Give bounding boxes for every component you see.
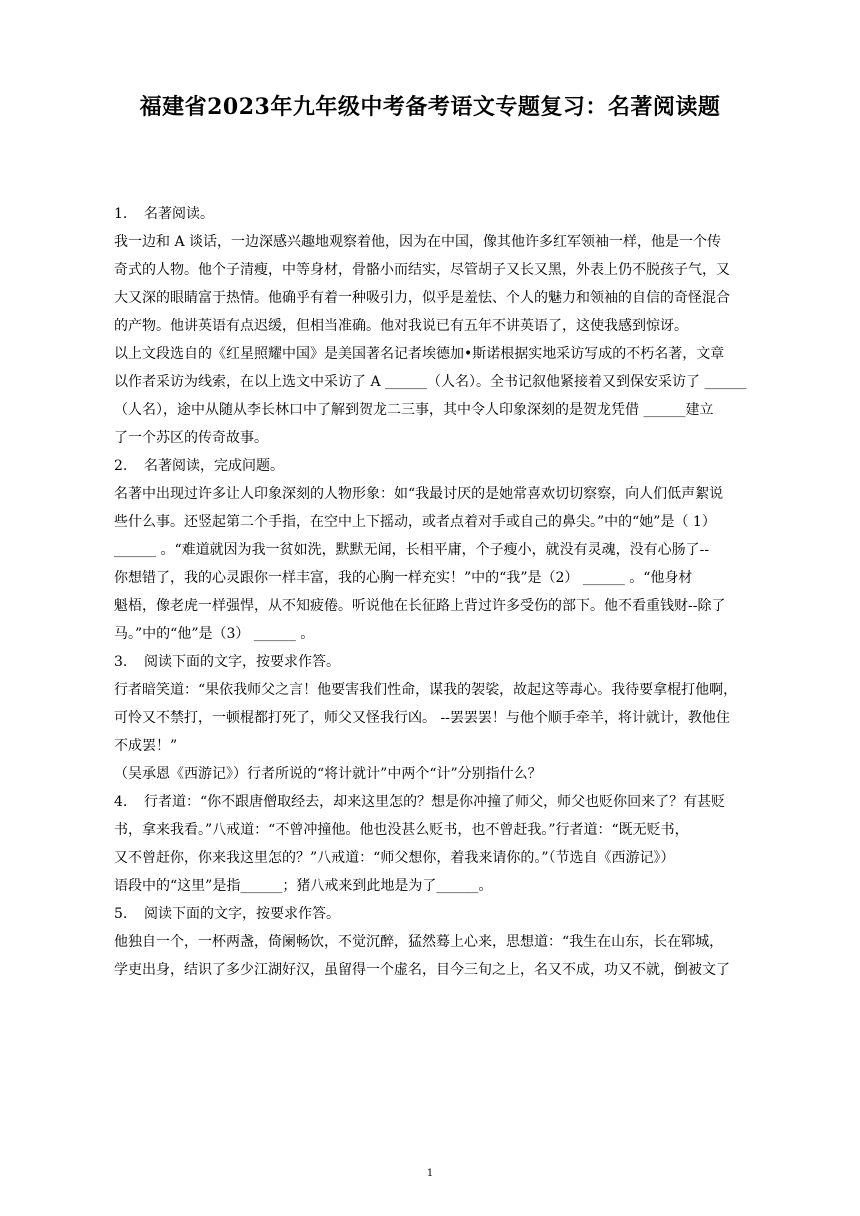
- text-line: 以作者采访为线索，在以上选文中采访了 A ______（人名）。全书记叙他紧接着又到保安采访了 ______: [114, 374, 747, 390]
- text-line: 语段中的“这里”是指______；猪八戒来到此地是为了______。: [114, 878, 493, 894]
- text-line: 以上文段选自的《红星照耀中国》是美国著名记者埃德加•斯诺根据实地采访写成的不朽名著，文章: [114, 346, 725, 362]
- text-line: 可怜又不禁打，一顿棍都打死了，师父又怪我行凶。 --罢罢罢！与他个顺手牵羊，将计就计，教他住: [114, 710, 730, 726]
- question-heading: 阅读下面的文字，按要求作答。: [144, 906, 340, 922]
- text-line: 书，拿来我看。”八戒道：“不曾冲撞他。他也没甚么贬书，也不曾赶我。”行者道：“既无贬书，: [114, 822, 689, 838]
- question-heading: 名著阅读，完成问题。: [144, 458, 284, 474]
- question-2-header: [114, 452, 780, 480]
- page-number: 1: [426, 1168, 434, 1179]
- question-5-header: [114, 900, 780, 928]
- text-line: 名著中出现过许多让人印象深刻的人物形象：如“我最讨厌的是她常喜欢切切察察，向人们低声絮说: [114, 486, 724, 502]
- text-line: ______ 。“难道就因为我一贫如洗，默默无闻，长相平庸，个子瘦小，就没有灵魂，没有心肠了--: [114, 542, 710, 558]
- question-number: 4.: [114, 794, 128, 810]
- text-line: 我一边和 A 谈话，一边深感兴趣地观察着他，因为在中国，像其他许多红军领袖一样，他是一个传: [114, 234, 722, 250]
- text-line: 马。”中的“他”是（3） ______ 。: [114, 626, 315, 642]
- question-heading: 阅读下面的文字，按要求作答。: [144, 654, 340, 670]
- text-line: 你想错了，我的心灵跟你一样丰富，我的心胸一样充实！”中的“我”是（2） ______ 。“他身材: [114, 570, 693, 586]
- question-number: 1.: [114, 206, 128, 222]
- text-line: 行者暗笑道：“果依我师父之言！他要害我们性命，谋我的袈裟，故起这等毒心。我待要拿棍打他啊，: [114, 682, 738, 698]
- text-line: 大又深的眼睛富于热情。他确乎有着一种吸引力，似乎是羞怯、个人的魅力和领袖的自信的奇怪混合: [114, 290, 730, 306]
- text-line: （人名），途中从随从李长林口中了解到贺龙二三事，其中令人印象深刻的是贺龙凭借 ______建立: [114, 402, 714, 418]
- text-line: 他独自一个，一杯两盏，倚阑畅饮，不觉沉醉，猛然蓦上心来，思想道：“我生在山东，长在郓城，: [114, 934, 724, 950]
- text-line: 不成罢！”: [114, 738, 178, 754]
- question-3-header: [114, 648, 780, 676]
- text-line: 又不曾赶你，你来我这里怎的？”八戒道：“师父想你，着我来请你的。”（节选自《西游记》）: [114, 850, 675, 866]
- question-number: 5.: [114, 906, 128, 922]
- text-line: 了一个苏区的传奇故事。: [114, 430, 268, 446]
- text-line: （吴承恩《西游记》）行者所说的“将计就计”中两个“计”分别指什么？: [114, 766, 542, 782]
- question-number: 3.: [114, 654, 128, 670]
- question-4-header: [114, 788, 780, 816]
- question-number: 2.: [114, 458, 128, 474]
- question-1-header: [114, 200, 780, 228]
- question-heading: 名著阅读。: [144, 206, 214, 222]
- document-body: [114, 200, 780, 984]
- text-line: 些什么事。还竖起第二个手指，在空中上下摇动，或者点着对手或自己的鼻尖。”中的“她”是（ 1）: [114, 514, 716, 530]
- text-line: 的产物。他讲英语有点迟缓，但相当准确。他对我说已有五年不讲英语了，这使我感到惊讶。: [114, 318, 688, 334]
- text-line: 魁梧，像老虎一样强悍，从不知疲倦。听说他在长征路上背过许多受伤的部下。他不看重钱财--除了: [114, 598, 726, 614]
- document-title: 福建省2023年九年级中考备考语文专题复习：名著阅读题: [139, 94, 721, 120]
- text-line: 学吏出身，结识了多少江湖好汉，虽留得一个虚名，目今三旬之上，名又不成，功又不就，倒被文了: [114, 962, 730, 978]
- text-line: 奇式的人物。他个子清瘦，中等身材，骨骼小而结实，尽管胡子又长又黑，外表上仍不脱孩子气，又: [114, 262, 730, 278]
- question-heading: 行者道：“你不跟唐僧取经去，却来这里怎的？想是你冲撞了师父，师父也贬你回来了？有甚贬: [144, 794, 726, 810]
